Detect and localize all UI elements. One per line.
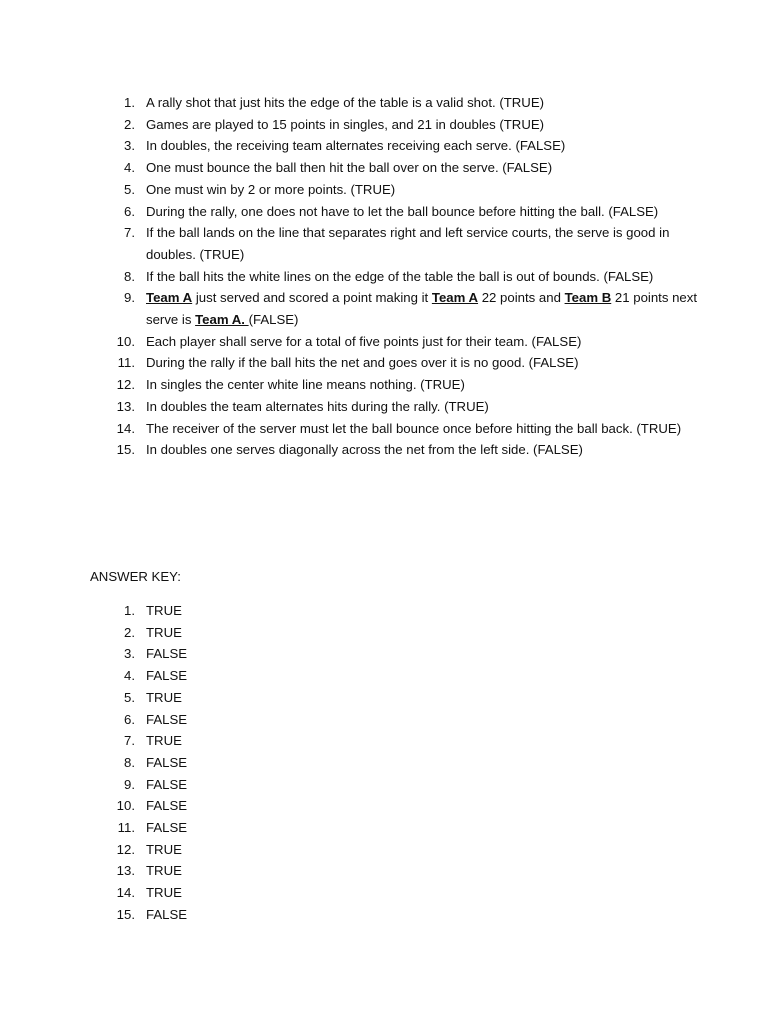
answer-number: 3. [124, 646, 135, 662]
answer-value: TRUE [146, 863, 182, 879]
question-item [110, 92, 710, 114]
answer-number: 4. [124, 668, 135, 684]
question-item [110, 135, 710, 157]
question-text-segment: just served and scored a point making it [192, 290, 432, 306]
question-text: One must bounce the ball then hit the ball over on the serve. (FALSE) [146, 160, 553, 176]
answer-item [110, 730, 310, 752]
question-item [110, 352, 710, 374]
answer-item [110, 752, 310, 774]
answer-number: 6. [124, 711, 135, 727]
answer-item [110, 860, 310, 882]
question-text: In singles the center white line means nothing. (TRUE) [146, 377, 465, 393]
question-item [110, 418, 710, 440]
question-item [110, 157, 710, 179]
question-item [110, 331, 710, 353]
question-number: 12. [116, 377, 135, 393]
question-item [110, 179, 710, 201]
answer-number: 15. [116, 906, 135, 922]
question-number: 6. [124, 203, 135, 219]
question-text: The receiver of the server must let the ball bounce once before hitting the ball back. (TRUE) [146, 420, 682, 436]
question-item [110, 374, 710, 396]
question-text-segment: (FALSE) [248, 312, 299, 328]
question-item [110, 439, 710, 461]
question-text: Games are played to 15 points in singles, and 21 in doubles (TRUE) [146, 116, 545, 132]
question-number: 4. [124, 160, 135, 176]
answer-value: FALSE [146, 646, 188, 662]
question-item [110, 114, 710, 136]
questions-list [110, 92, 710, 461]
answer-item [110, 882, 310, 904]
answer-number: 5. [124, 689, 135, 705]
answer-number: 7. [124, 733, 135, 749]
question-item [110, 222, 710, 265]
question-text: During the rally if the ball hits the net and goes over it is no good. (FALSE) [146, 355, 579, 371]
question-text: One must win by 2 or more points. (TRUE) [146, 181, 396, 197]
answer-item [110, 643, 310, 665]
answer-number: 1. [124, 603, 135, 618]
question-number: 1. [124, 95, 135, 110]
question-text: A rally shot that just hits the edge of the table is a valid shot. (TRUE) [146, 95, 545, 110]
question-number: 8. [124, 268, 135, 284]
answer-number: 10. [116, 798, 135, 814]
question-item [110, 287, 710, 330]
answer-value: FALSE [146, 754, 188, 770]
question-text [136, 287, 710, 330]
question-number: 7. [124, 225, 135, 241]
question-number: 13. [116, 398, 135, 414]
question-number: 14. [116, 420, 135, 436]
question-text-segment: 21 points next serve is [146, 290, 698, 328]
answer-item [110, 709, 310, 731]
question-number: 3. [124, 138, 135, 154]
answer-number: 2. [124, 624, 135, 640]
question-text: Each player shall serve for a total of five points just for their team. (FALSE) [146, 333, 582, 349]
answer-number: 11. [117, 820, 135, 836]
answer-number: 13. [116, 863, 135, 879]
answer-value: TRUE [146, 841, 182, 857]
answer-number: 9. [124, 776, 135, 792]
question-number: 9. [124, 290, 135, 306]
question-number: 11. [117, 355, 135, 371]
answer-value: TRUE [146, 689, 182, 705]
answer-value: FALSE [146, 711, 188, 727]
answer-value: FALSE [146, 906, 188, 922]
question-item [110, 201, 710, 223]
team-a-label: Team A [431, 290, 479, 306]
answer-value: TRUE [146, 624, 182, 640]
answer-value: TRUE [146, 733, 182, 749]
answer-value: TRUE [146, 885, 182, 901]
question-text: During the rally, one does not have to let the ball bounce before hitting the ball. (FALSE) [146, 203, 659, 219]
answer-value: TRUE [146, 603, 182, 618]
answer-key-title: ANSWER KEY: [90, 569, 181, 584]
answer-item [110, 817, 310, 839]
answer-number: 12. [116, 841, 135, 857]
team-b-label: Team B [564, 290, 612, 306]
question-text: In doubles one serves diagonally across the net from the left side. (FALSE) [146, 442, 583, 458]
question-text: If the ball lands on the line that separates right and left service courts, the serve is good in doubles. (TRUE) [146, 225, 670, 262]
question-text-segment: 22 points and [478, 290, 565, 306]
answer-key-list [110, 600, 310, 926]
answer-value: FALSE [146, 776, 188, 792]
team-a-label: Team A [146, 290, 193, 306]
answer-value: FALSE [146, 820, 188, 836]
question-number: 15. [116, 442, 135, 458]
answer-item [110, 665, 310, 687]
question-item [110, 266, 710, 288]
answer-value: FALSE [146, 668, 188, 684]
answer-number: 8. [124, 754, 135, 770]
answer-item [110, 839, 310, 861]
question-text: If the ball hits the white lines on the edge of the table the ball is out of bounds. (FALSE) [146, 268, 654, 284]
question-number: 5. [124, 181, 135, 197]
answer-item [110, 600, 310, 622]
answer-item [110, 622, 310, 644]
question-number: 10. [116, 333, 135, 349]
answer-item [110, 774, 310, 796]
answer-value: FALSE [146, 798, 188, 814]
team-a-label: Team A. [195, 312, 249, 328]
answer-number: 14. [116, 885, 135, 901]
answer-item [110, 687, 310, 709]
answer-item [110, 904, 310, 926]
question-text: In doubles, the receiving team alternates receiving each serve. (FALSE) [146, 138, 566, 154]
answer-item [110, 795, 310, 817]
question-text: In doubles the team alternates hits during the rally. (TRUE) [146, 398, 489, 414]
question-number: 2. [124, 116, 135, 132]
question-item [110, 396, 710, 418]
